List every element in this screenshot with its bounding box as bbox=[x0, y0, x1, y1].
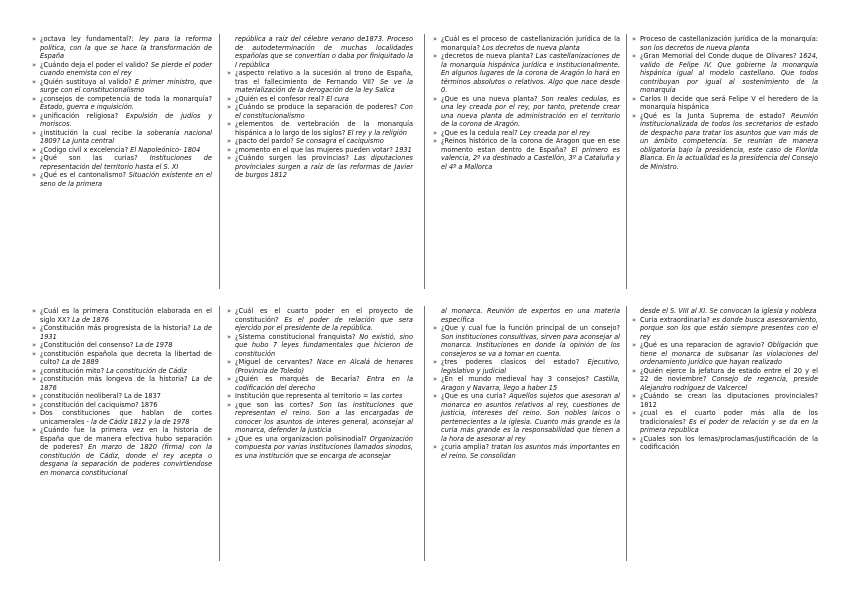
note-question: ¿constitución española que decreta la libertad de culto? bbox=[40, 349, 212, 366]
note-item bbox=[632, 112, 818, 172]
note-question: ¿Cuales son los lemas/proclamas/justificación de la codificación bbox=[640, 434, 818, 451]
note-question: ¿En el mundo medieval hay 3 consejos? bbox=[441, 375, 589, 383]
note-item bbox=[32, 146, 212, 155]
note-item bbox=[227, 95, 413, 104]
note-question: ¿Quién es marqués de Becaría? bbox=[235, 375, 360, 383]
note-item bbox=[433, 443, 620, 460]
note-item bbox=[632, 367, 818, 393]
note-answer: Instituciones de representación del territorio hasta el S. XI bbox=[40, 154, 212, 171]
note-item bbox=[433, 358, 620, 375]
note-answer: 1624, valido de Felipe IV. Que gobierne la monarquía hispánica igual al modelo castellano. Que todos contribuyan por igual al sostenimiento de la monarquía bbox=[640, 52, 818, 94]
note-answer: 1931 bbox=[395, 145, 412, 154]
note-answer: Los decretos de nueva planta bbox=[482, 43, 580, 52]
note-question: ¿Gran Memorial del Conde duque de Olivares? bbox=[640, 52, 797, 60]
note-answer: Las diputaciones provinciales surgen a raíz de las reformas de Javier de burgos 1812 bbox=[235, 154, 413, 179]
note-answer: El cura bbox=[326, 94, 349, 103]
note-question: Institución que representa al territorio = bbox=[235, 392, 369, 400]
note-question: ¿Reinos histórico de la corona de Aragon que en ese momento estan dentro de España? bbox=[441, 137, 620, 154]
note-item bbox=[32, 409, 212, 426]
note-answer: Se pierde el poder cuando enemista con el rey bbox=[40, 60, 213, 77]
note-answer: Obligación que tiene el monarca de subsanar las violaciones del ordenamiento jurídico que hayan realizado bbox=[640, 341, 818, 366]
note-question: ¿Que es una curia? bbox=[441, 392, 507, 400]
note-question: ¿constitución mito? bbox=[40, 366, 105, 375]
note-item bbox=[227, 69, 413, 95]
note-answer: Ley creada por el rey bbox=[519, 128, 590, 137]
note-item bbox=[227, 358, 413, 375]
note-item bbox=[227, 103, 413, 120]
note-answer: Con el constitucionalismo bbox=[235, 103, 413, 120]
note-question: ¿curia amplia? bbox=[441, 443, 489, 451]
note-question: ¿pacto del pardo? bbox=[235, 137, 294, 145]
note-answer: Entra en la codificación del derecho bbox=[235, 375, 413, 392]
note-question: ¿constitución más longeva de la historia? bbox=[40, 375, 188, 383]
upper-divider-1 bbox=[219, 34, 220, 289]
note-answer: Se consagra el caciquismo bbox=[295, 137, 384, 145]
note-item bbox=[227, 146, 413, 155]
note-item bbox=[227, 120, 413, 137]
note-item bbox=[32, 35, 212, 61]
note-question: ¿Cuándo surgen las provincias? bbox=[235, 154, 349, 162]
note-item bbox=[32, 341, 212, 350]
note-item bbox=[632, 52, 818, 95]
note-item bbox=[32, 154, 212, 171]
note-question: ¿institución la cual recibe bbox=[40, 128, 132, 137]
note-answer: Son instituciones consultivas, sirven para aconsejar al monarca. Instituciones en donde la opinión de los consejeros se va a tomar en cuenta. bbox=[441, 332, 620, 358]
note-item bbox=[433, 375, 620, 392]
note-answer: No existió, sino que hubo 7 leyes fundamentales que hicieron de constitución bbox=[235, 332, 413, 358]
note-answer: En marzo de 1820 (firma) con la constitución de Cádiz, donde el rey acepta o desgana la separación de poderes convirtiendose en monarca constitucional bbox=[40, 443, 212, 477]
note-item bbox=[227, 392, 413, 401]
note-item bbox=[632, 409, 818, 435]
note-answer: E primer ministro, que surge con el constitucionalismo bbox=[40, 77, 212, 94]
lower-column-2 bbox=[227, 307, 413, 460]
note-answer: Consejo de regencia, preside Alejandro rodríguez de Valcercel bbox=[640, 375, 818, 392]
note-question: ¿Cuándo deja el poder el valido? bbox=[40, 60, 149, 69]
note-item bbox=[433, 307, 620, 324]
note-question: ¿constitución neoliberal? La de 1837 bbox=[40, 392, 162, 400]
note-item bbox=[632, 341, 818, 367]
note-question: ¿Cuándo fue la primera vez en la historia de España que de manera efectiva hubo separación de poderes? bbox=[40, 426, 212, 451]
note-answer: La de 1931 bbox=[40, 324, 212, 341]
note-answer: Es el poder de relación que sera ejercido por el presidente de la república. bbox=[235, 315, 413, 332]
upper-divider-3 bbox=[626, 34, 627, 289]
note-answer: La de 1889 bbox=[61, 358, 99, 366]
note-question: Proceso de castellanización jurídica de la monarquía: bbox=[640, 35, 818, 43]
note-answer: Es el poder de relación y se da en la primera republica bbox=[640, 417, 818, 434]
note-item bbox=[32, 367, 212, 376]
note-item bbox=[32, 61, 212, 78]
note-answer: desde el S. VIII al XI. Se convocan la iglesia y nobleza bbox=[640, 307, 817, 315]
note-answer: la soberanía nacional 1809? La junta central bbox=[40, 128, 212, 145]
note-item bbox=[632, 35, 818, 52]
lower-divider-3 bbox=[626, 306, 627, 561]
note-question: ¿Qué es el cantonalismo? bbox=[40, 171, 127, 179]
note-answer: Castilla, Aragon y Navarra, llego a haber 15 bbox=[441, 375, 620, 392]
note-item bbox=[227, 435, 413, 461]
note-item bbox=[32, 112, 212, 129]
note-item bbox=[433, 137, 620, 171]
note-question: ¿aspecto relativo a la sucesión al trono de España, tras el fallecimiento de Fernando VII? bbox=[235, 69, 413, 86]
note-question: ¿Cuál es el cuarto poder en el proyecto de constitución? bbox=[235, 307, 413, 324]
note-answer: las cortes bbox=[370, 392, 403, 400]
upper-column-4 bbox=[632, 35, 818, 171]
note-answer: Organización compuesta por varias instituciones llamados sinodos, es una institución que se encarga de aconsejar bbox=[235, 434, 413, 460]
note-answer: La de 1876 bbox=[40, 375, 212, 392]
note-item bbox=[227, 307, 413, 333]
note-item bbox=[227, 375, 413, 392]
note-question: ¿Constitución más progresista de la historia? bbox=[40, 324, 191, 332]
note-question: ¿Cuál es la primera Constitución elaborada en el siglo XX? bbox=[40, 307, 212, 324]
note-question: ¿decretos de nueva planta? bbox=[441, 52, 534, 60]
note-question: ¿consejos de competencia de toda la monarquía? bbox=[40, 94, 212, 103]
note-answer: Se ve la materialización de la derogación de la ley Salica bbox=[235, 77, 413, 94]
note-question: ¿cual es el cuarto poder más alla de los tradicionales? bbox=[640, 409, 818, 426]
note-item bbox=[632, 392, 818, 409]
note-question: ¿Qué es una reparacion de agravio? bbox=[640, 341, 765, 349]
note-item bbox=[433, 95, 620, 129]
note-answer: Nace en Alcalá de henares (Provincia de Toledo) bbox=[235, 358, 413, 375]
note-item bbox=[632, 316, 818, 342]
note-question: ¿Quién es el confesor real? bbox=[235, 94, 325, 103]
note-question: ¿Que es una nueva planta? bbox=[441, 94, 538, 103]
note-question: ¿Cuándo se produce la separación de poderes? bbox=[235, 103, 398, 111]
note-question: ¿unificación religiosa? bbox=[40, 111, 119, 120]
upper-column-2 bbox=[227, 35, 413, 180]
note-item bbox=[32, 78, 212, 95]
note-answer: república a raíz del célebre verano de1873. Proceso de autodeterminación de muchas localidades españolas que se convertían o daba por finiquitado la I república bbox=[235, 35, 413, 69]
note-answer: la de Cádiz 1812 y la de 1978 bbox=[91, 417, 190, 426]
note-question: ¿Quién ejerce la jefatura de estado entre el 20 y el 22 de noviembre? bbox=[640, 366, 818, 383]
note-question: ¿elementos de vertebración de la monarquía hispánica a lo largo de los siglos? bbox=[235, 120, 413, 137]
note-question: Carlos II decide que será Felipe V el heredero de la monarquía hispánica bbox=[640, 94, 818, 111]
note-item bbox=[227, 35, 413, 69]
note-item bbox=[32, 392, 212, 401]
note-answer: La de 1978 bbox=[135, 341, 173, 349]
note-item bbox=[32, 401, 212, 410]
note-answer: Reunión institucionalizada de todos los secretarios de estado de despacho para tratar los asuntos que van más de un ámbito competencia. Se reunían de manera obligatoria bajo la presidencia, este caso de Florida Blanca. En la actualidad es la presidencia del Consejo de Ministro. bbox=[640, 111, 818, 171]
note-item bbox=[632, 307, 818, 316]
note-question: ¿Codigo civil x excelencia? bbox=[40, 145, 129, 154]
note-question: Dos constituciones que hablan de cortes unicamerales - bbox=[40, 409, 212, 426]
note-question: ¿Constitución del consenso? bbox=[40, 341, 134, 349]
note-question: ¿octava ley fundamental?: bbox=[40, 35, 134, 43]
note-question: ¿que son las cortes? bbox=[235, 400, 314, 409]
note-question: ¿momento en el que las mujeres pueden votar? bbox=[235, 145, 393, 154]
note-item bbox=[433, 129, 620, 138]
upper-column-1 bbox=[32, 35, 212, 188]
note-answer: Ejecutivo, legislativo y judicial bbox=[441, 358, 620, 375]
lower-divider-2 bbox=[424, 306, 425, 561]
note-question: ¿Cuál es el proceso de castellanización jurídica de la monarquía? bbox=[441, 35, 620, 52]
note-answer: La de 1876 bbox=[72, 315, 109, 324]
note-question: ¿Qué es la Junta Suprema de estado? bbox=[640, 111, 786, 120]
note-answer: Aquellos sujetos que asesoran al monarca en asuntos relativos al rey, cuestiones de justicia, intereses del reino. Son nobles laicos o pertenecientes a la iglesia. Cuanto más grande es la curia más grande es la responsabilidad que tienen a la hora de asesorar al rey bbox=[441, 392, 620, 443]
note-answer: El rey y la religión bbox=[347, 128, 407, 137]
note-item bbox=[227, 401, 413, 435]
note-answer: Situación existente en el seno de la primera bbox=[40, 171, 212, 188]
note-answer: Son las instituciones que representan el reino. Son a las encargadas de conocer los asuntos de interes general, aconsejar al monarca, defender la justicia bbox=[235, 400, 413, 434]
note-answer: Las castellanizaciones de la monarquía hispánica jurídica e institucionalmente. En algunos lugares de la corona de Aragón lo hará en términos absolutos o relativos. Algo que nace desde 0. bbox=[441, 52, 620, 94]
note-item bbox=[433, 324, 620, 358]
note-question: ¿Miguel de cervantes? bbox=[235, 358, 313, 366]
note-answer: Son reales cedulas, es una ley creada por el rey, por tanto, pretende crear una nueva planta de administración en el territorio de la corona de Aragón. bbox=[441, 94, 620, 128]
note-question: ¿Sistema constitucional franquista? bbox=[235, 332, 356, 341]
note-answer: Estado, guerra e inquisición. bbox=[40, 103, 135, 111]
note-answer: son los decretos de nueva planta bbox=[640, 43, 750, 52]
note-item bbox=[227, 137, 413, 146]
lower-divider-1 bbox=[219, 306, 220, 561]
note-item bbox=[32, 307, 212, 324]
note-item bbox=[32, 324, 212, 341]
note-item bbox=[433, 52, 620, 95]
note-question: ¿Quién sustituya al valido? bbox=[40, 77, 132, 86]
note-item bbox=[227, 154, 413, 180]
note-item bbox=[32, 375, 212, 392]
note-question: ¿tres poderes clasicos del estado? bbox=[441, 358, 580, 366]
lower-column-3 bbox=[433, 307, 620, 460]
note-question: ¿Que es la cedula real? bbox=[441, 128, 518, 137]
note-answer: La constitución de Cádiz bbox=[106, 366, 187, 375]
upper-divider-2 bbox=[424, 34, 425, 289]
lower-column-4 bbox=[632, 307, 818, 452]
note-question: ¿constitución del caciquismo? 1876 bbox=[40, 400, 158, 409]
note-item bbox=[32, 426, 212, 477]
lower-column-1 bbox=[32, 307, 212, 477]
note-item bbox=[433, 35, 620, 52]
note-item bbox=[32, 95, 212, 112]
note-question: ¿Qué son las curias? bbox=[40, 154, 138, 162]
note-item bbox=[632, 95, 818, 112]
note-item bbox=[227, 333, 413, 359]
note-question: ¿Que es una organizacion polisinodial? bbox=[235, 434, 367, 443]
note-item bbox=[32, 171, 212, 188]
note-answer: tratan los asuntos más importantes en el reino. Se consolidan bbox=[441, 443, 620, 460]
note-answer: es donde busca asesoramiento, porque son los que están siempre presentes con el rey bbox=[640, 315, 818, 341]
note-answer: ley para la reforma política, con la que se hace la transformación de España bbox=[40, 35, 212, 60]
note-question: ¿Cuándo se crean las diputaciones provinciales? 1812 bbox=[640, 392, 818, 409]
note-item bbox=[32, 350, 212, 367]
note-question: ¿Que y cual fue la función principal de un consejo? bbox=[441, 324, 620, 332]
note-item bbox=[632, 435, 818, 452]
note-question: Curia extraordinaria? bbox=[640, 315, 710, 324]
note-answer: al monarca. Reunión de expertos en una materia específica bbox=[441, 307, 620, 324]
note-item bbox=[32, 129, 212, 146]
note-answer: Expulsión de judíos y moriscos. bbox=[40, 111, 212, 128]
upper-column-3 bbox=[433, 35, 620, 171]
note-answer: El primero es valencia, 2º va destinado a Castellón, 3º a Cataluña y el 4º a Mallorca bbox=[441, 145, 620, 171]
note-answer: El Napoleónico- 1804 bbox=[130, 145, 201, 154]
note-item bbox=[433, 392, 620, 443]
